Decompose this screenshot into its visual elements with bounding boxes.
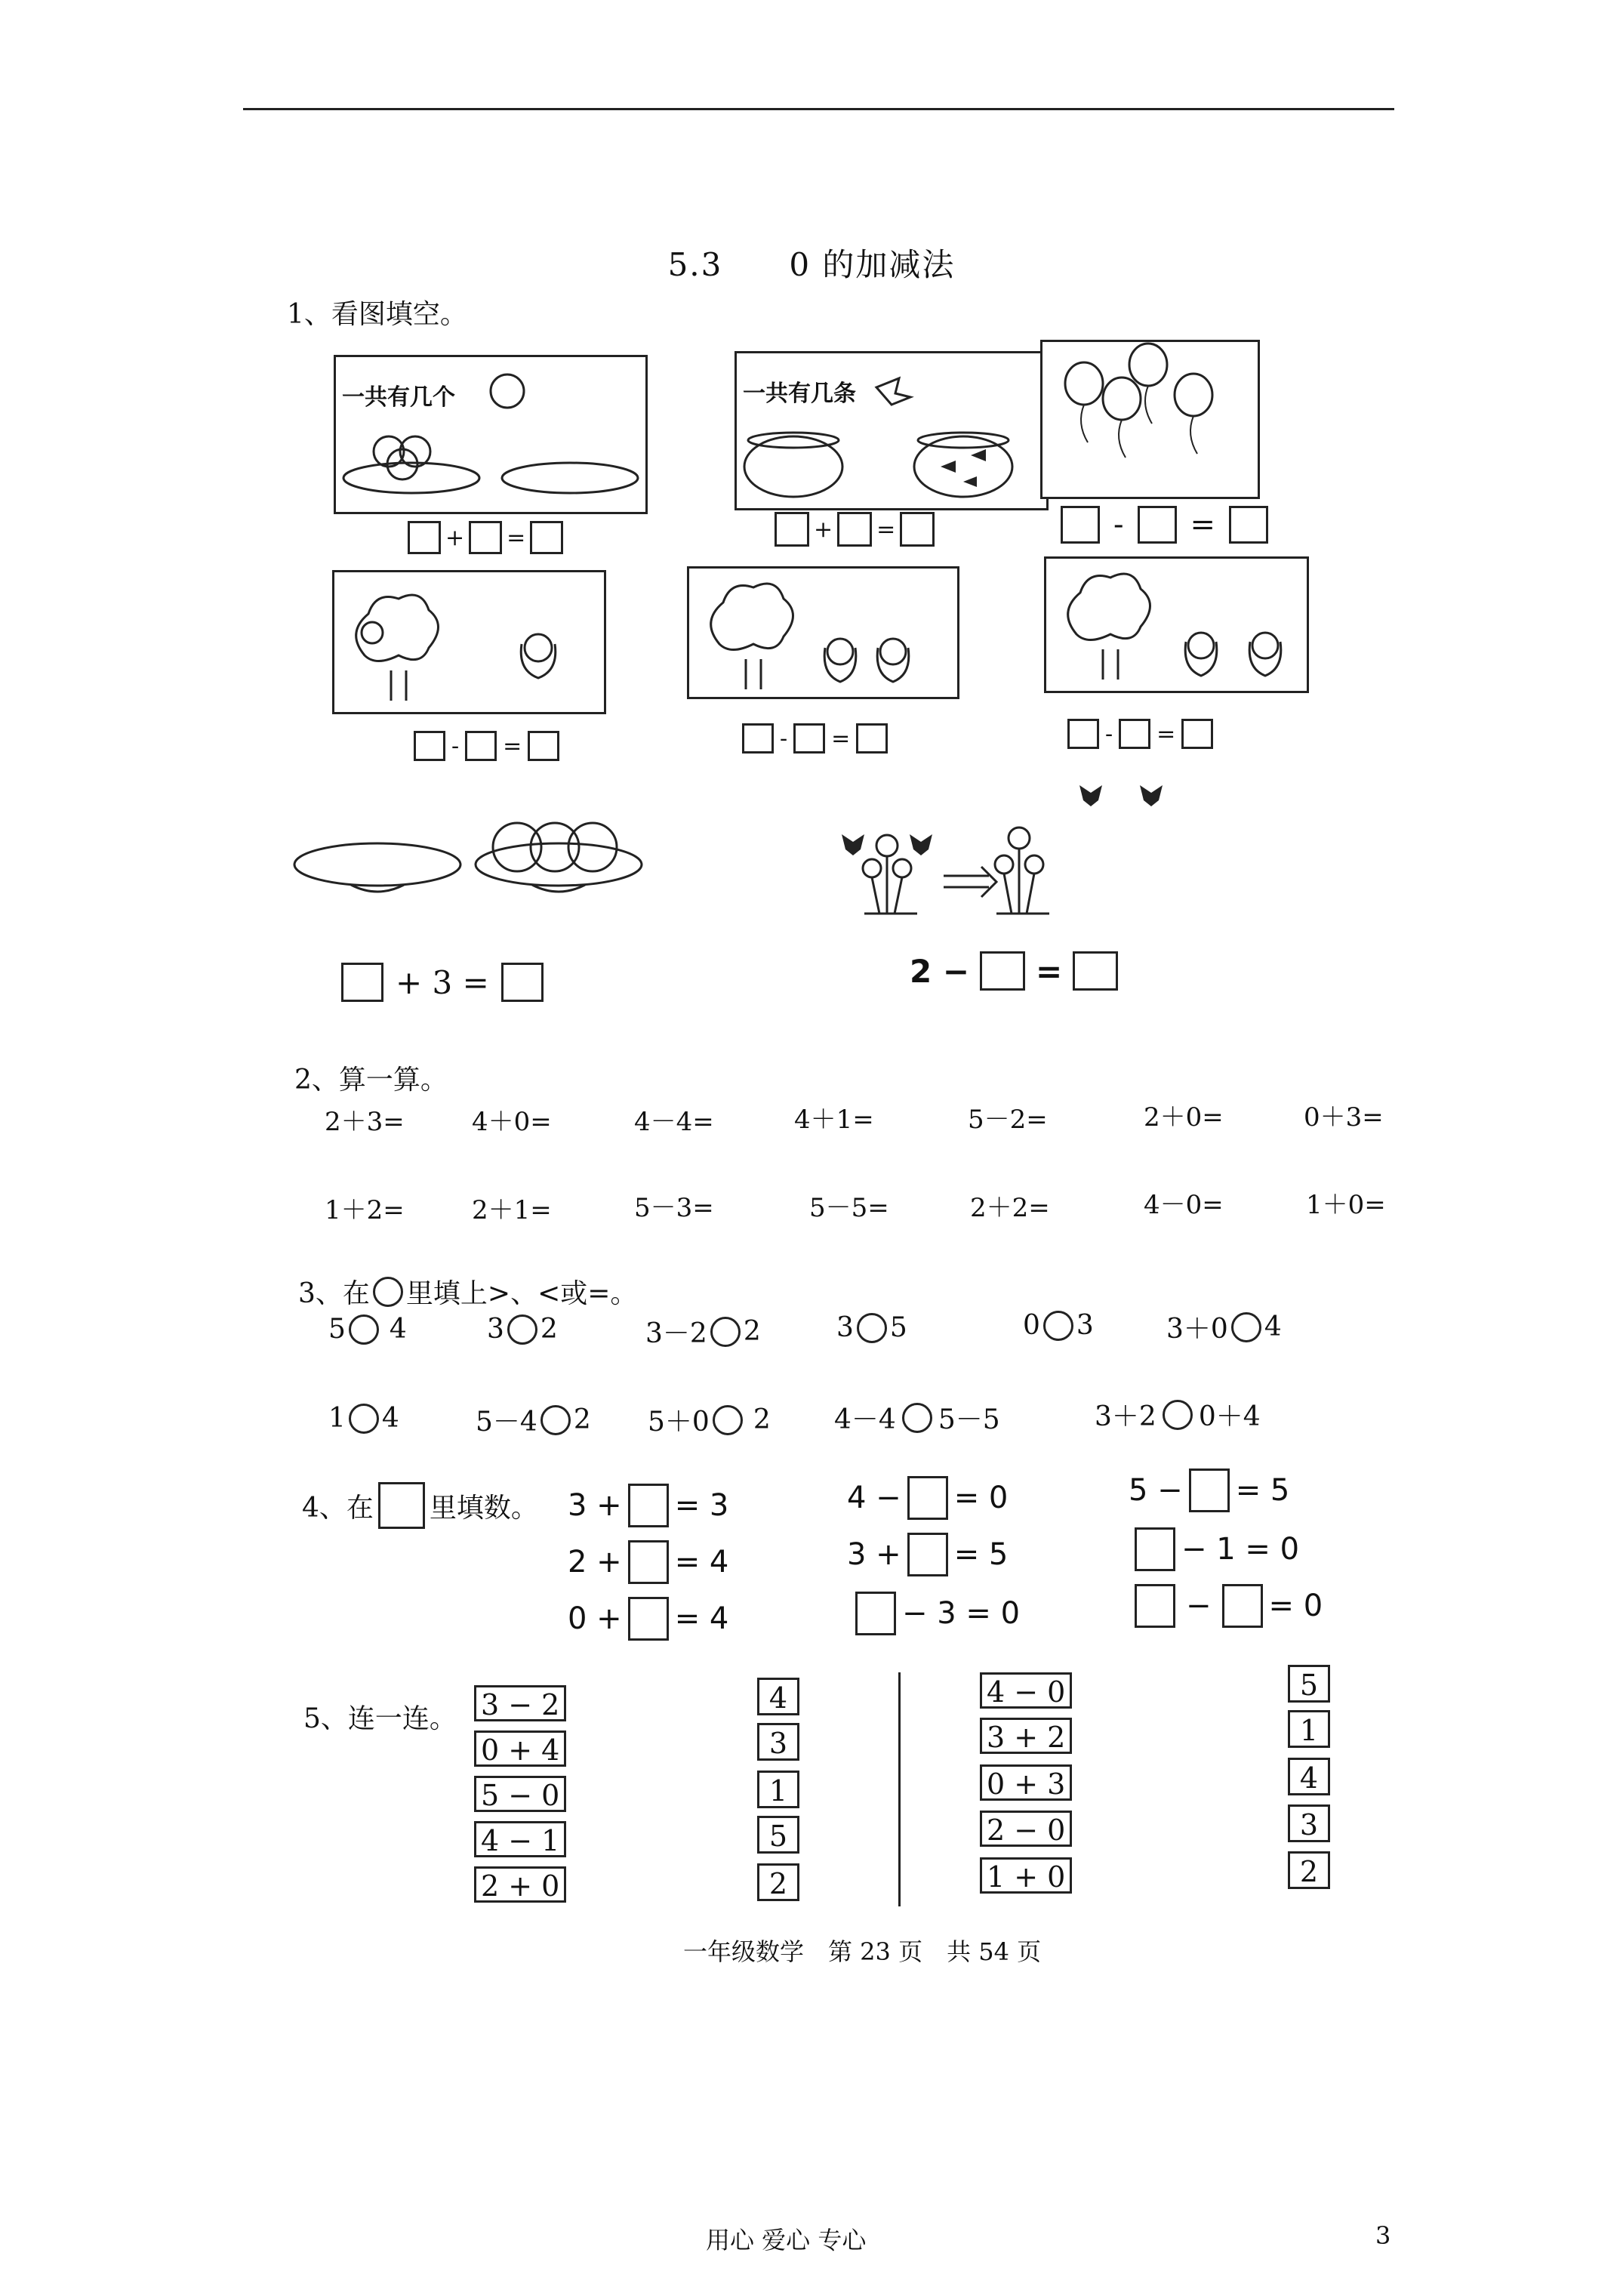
compare-item: 5－4 2 — [476, 1404, 591, 1438]
panel-1-label: 一共有几个 — [342, 384, 455, 411]
section-5-divider — [898, 1672, 901, 1906]
answer-box[interactable] — [530, 521, 563, 554]
link-number[interactable]: 1 — [1288, 1710, 1330, 1748]
tree-icon — [689, 569, 957, 697]
compare-item: 3 5 — [836, 1312, 907, 1343]
compare-item: 3＋0 4 — [1166, 1311, 1282, 1345]
compare-circle[interactable] — [713, 1405, 743, 1435]
answer-box[interactable] — [1222, 1584, 1263, 1628]
fill-blank-item: 2 + = 4 — [568, 1540, 728, 1584]
section-5-heading: 5、连一连。 — [303, 1703, 457, 1734]
circle-icon — [373, 1277, 403, 1307]
answer-box[interactable] — [528, 731, 559, 761]
calc-item: 4＋1= — [794, 1105, 874, 1135]
link-number[interactable]: 1 — [757, 1771, 799, 1808]
answer-box[interactable] — [1061, 506, 1100, 544]
equation-fish: + = — [775, 512, 935, 547]
answer-box[interactable] — [837, 512, 872, 547]
answer-box[interactable] — [501, 963, 544, 1002]
section-3-heading: 3、在 里填上>、<或=。 — [298, 1272, 637, 1311]
section-4-heading: 4、在 里填数。 — [302, 1482, 538, 1529]
apple-plate-icon — [336, 357, 645, 512]
fill-blank-item: − 1 = 0 — [1129, 1527, 1299, 1571]
answer-box[interactable] — [628, 1597, 669, 1641]
calc-item: 5－2= — [968, 1105, 1048, 1135]
page-number: 3 — [1375, 2221, 1391, 2250]
box-icon — [378, 1482, 425, 1529]
answer-box[interactable] — [742, 723, 774, 754]
picture-tree-one-hand — [332, 570, 606, 714]
link-number[interactable]: 3 — [1288, 1804, 1330, 1842]
link-expression[interactable]: 3 + 2 — [980, 1718, 1072, 1754]
page-motto: 用心 爱心 专心 — [706, 2226, 867, 2254]
link-expression[interactable]: 0 + 3 — [980, 1764, 1072, 1801]
answer-box[interactable] — [1181, 719, 1213, 749]
compare-circle[interactable] — [349, 1404, 379, 1434]
answer-box[interactable] — [907, 1476, 948, 1520]
tree-icon — [334, 572, 604, 712]
answer-box[interactable] — [469, 521, 502, 554]
picture-apples-plates — [334, 355, 648, 514]
calc-item: 2＋0= — [1144, 1102, 1224, 1133]
link-number[interactable]: 2 — [1288, 1851, 1330, 1889]
compare-circle[interactable] — [349, 1314, 379, 1345]
answer-box[interactable] — [1073, 951, 1118, 991]
link-number[interactable]: 3 — [757, 1723, 799, 1761]
equation-tree-3: - = — [1067, 719, 1213, 749]
equation-tree-1: - = — [414, 731, 559, 761]
tree-icon — [1046, 559, 1307, 691]
compare-item: 0 3 — [1023, 1310, 1094, 1341]
compare-circle[interactable] — [507, 1314, 537, 1345]
header-rule — [243, 108, 1394, 110]
link-expression[interactable]: 2 + 0 — [474, 1866, 566, 1903]
answer-box[interactable] — [900, 512, 935, 547]
answer-box[interactable] — [1229, 506, 1268, 544]
compare-circle[interactable] — [710, 1317, 741, 1347]
answer-box[interactable] — [408, 521, 441, 554]
answer-box[interactable] — [793, 723, 825, 754]
calc-item: 2＋1= — [472, 1195, 552, 1225]
fish-bowl-icon — [737, 353, 1046, 508]
compare-circle[interactable] — [1043, 1311, 1073, 1341]
answer-box[interactable] — [1135, 1527, 1175, 1571]
compare-circle[interactable] — [857, 1313, 887, 1343]
fill-blank-item: 3 + = 3 — [568, 1484, 728, 1527]
calc-item: 4－4= — [634, 1107, 714, 1137]
calc-item: 4＋0= — [472, 1107, 552, 1137]
calc-item: 5－5= — [809, 1193, 889, 1223]
compare-circle[interactable] — [540, 1405, 571, 1435]
calc-item: 2＋3= — [325, 1107, 405, 1137]
link-expression[interactable]: 5 − 0 — [474, 1776, 566, 1812]
answer-box[interactable] — [856, 723, 888, 754]
link-number[interactable]: 4 — [1288, 1758, 1330, 1795]
answer-box[interactable] — [465, 731, 497, 761]
answer-box[interactable] — [1138, 506, 1177, 544]
calc-item: 0＋3= — [1304, 1102, 1384, 1133]
fill-blank-item: 5 − = 5 — [1129, 1469, 1289, 1512]
link-number[interactable]: 2 — [757, 1863, 799, 1901]
compare-item: 1 4 — [328, 1403, 399, 1434]
page-title: 5.3 0 的加减法 — [667, 246, 956, 283]
link-expression[interactable]: 1 + 0 — [980, 1857, 1072, 1894]
answer-box[interactable] — [414, 731, 445, 761]
answer-box[interactable] — [1189, 1469, 1230, 1512]
link-number[interactable]: 5 — [757, 1816, 799, 1854]
answer-box[interactable] — [1135, 1584, 1175, 1628]
equation-plates: + 3 = — [341, 963, 544, 1002]
answer-box[interactable] — [855, 1592, 896, 1635]
book-footer: 一年级数学 第 23 页 共 54 页 — [683, 1937, 1042, 1966]
link-expression[interactable]: 4 − 1 — [474, 1821, 566, 1857]
compare-item: 3 2 — [487, 1314, 558, 1345]
balloon-icon — [1042, 342, 1258, 497]
equation-tree-2: - = — [742, 723, 888, 754]
compare-circle[interactable] — [902, 1403, 932, 1433]
calc-item: 2＋2= — [970, 1193, 1050, 1223]
section-1-heading: 1、看图填空。 — [287, 299, 467, 330]
calc-item: 5－3= — [634, 1193, 714, 1223]
calc-item: 1＋2= — [325, 1195, 405, 1225]
picture-tree-two-hands — [687, 566, 959, 699]
answer-box[interactable] — [1119, 719, 1150, 749]
fill-blank-item: 0 + = 4 — [568, 1597, 728, 1641]
compare-item: 3＋2 0＋4 — [1095, 1395, 1261, 1434]
compare-item: 5 4 — [328, 1314, 407, 1345]
picture-tree-two-hands-2 — [1044, 556, 1309, 693]
answer-box[interactable] — [341, 963, 383, 1002]
panel-2-label: 一共有几条 — [743, 381, 856, 407]
compare-item: 3－2 2 — [645, 1316, 761, 1349]
calc-item: 4－0= — [1144, 1190, 1224, 1220]
butterfly-flower-icon — [834, 770, 1257, 921]
answer-box[interactable] — [907, 1533, 948, 1576]
picture-balloons — [1040, 340, 1260, 499]
equation-apples: + = — [408, 521, 563, 554]
section-2-heading: 2、算一算。 — [294, 1065, 448, 1096]
link-expression[interactable]: 4 − 0 — [980, 1672, 1072, 1709]
answer-box[interactable] — [628, 1540, 669, 1584]
answer-box[interactable] — [628, 1484, 669, 1527]
compare-item: 5＋0 2 — [648, 1404, 771, 1438]
plate-icon — [291, 815, 645, 910]
fill-blank-item: − 3 = 0 — [849, 1592, 1020, 1635]
equation-balloons: - = — [1061, 506, 1268, 544]
link-number[interactable]: 5 — [1288, 1665, 1330, 1703]
picture-fish-bowls — [735, 351, 1049, 510]
fill-blank-item: − = 0 — [1129, 1584, 1323, 1628]
answer-box[interactable] — [775, 512, 809, 547]
link-expression[interactable]: 2 − 0 — [980, 1811, 1072, 1847]
answer-box[interactable] — [1067, 719, 1099, 749]
link-expression[interactable]: 0 + 4 — [474, 1730, 566, 1767]
fill-blank-item: 4 − = 0 — [847, 1476, 1008, 1520]
compare-item: 4－4 5－5 — [834, 1398, 1000, 1437]
equation-butterflies: 2 − = — [910, 951, 1118, 991]
fill-blank-item: 3 + = 5 — [847, 1533, 1008, 1576]
calc-item: 1＋0= — [1306, 1190, 1386, 1220]
link-expression[interactable]: 3 − 2 — [474, 1685, 566, 1721]
compare-circle[interactable] — [1163, 1400, 1193, 1430]
compare-circle[interactable] — [1231, 1312, 1261, 1342]
link-number[interactable]: 4 — [757, 1678, 799, 1715]
answer-box[interactable] — [980, 951, 1025, 991]
